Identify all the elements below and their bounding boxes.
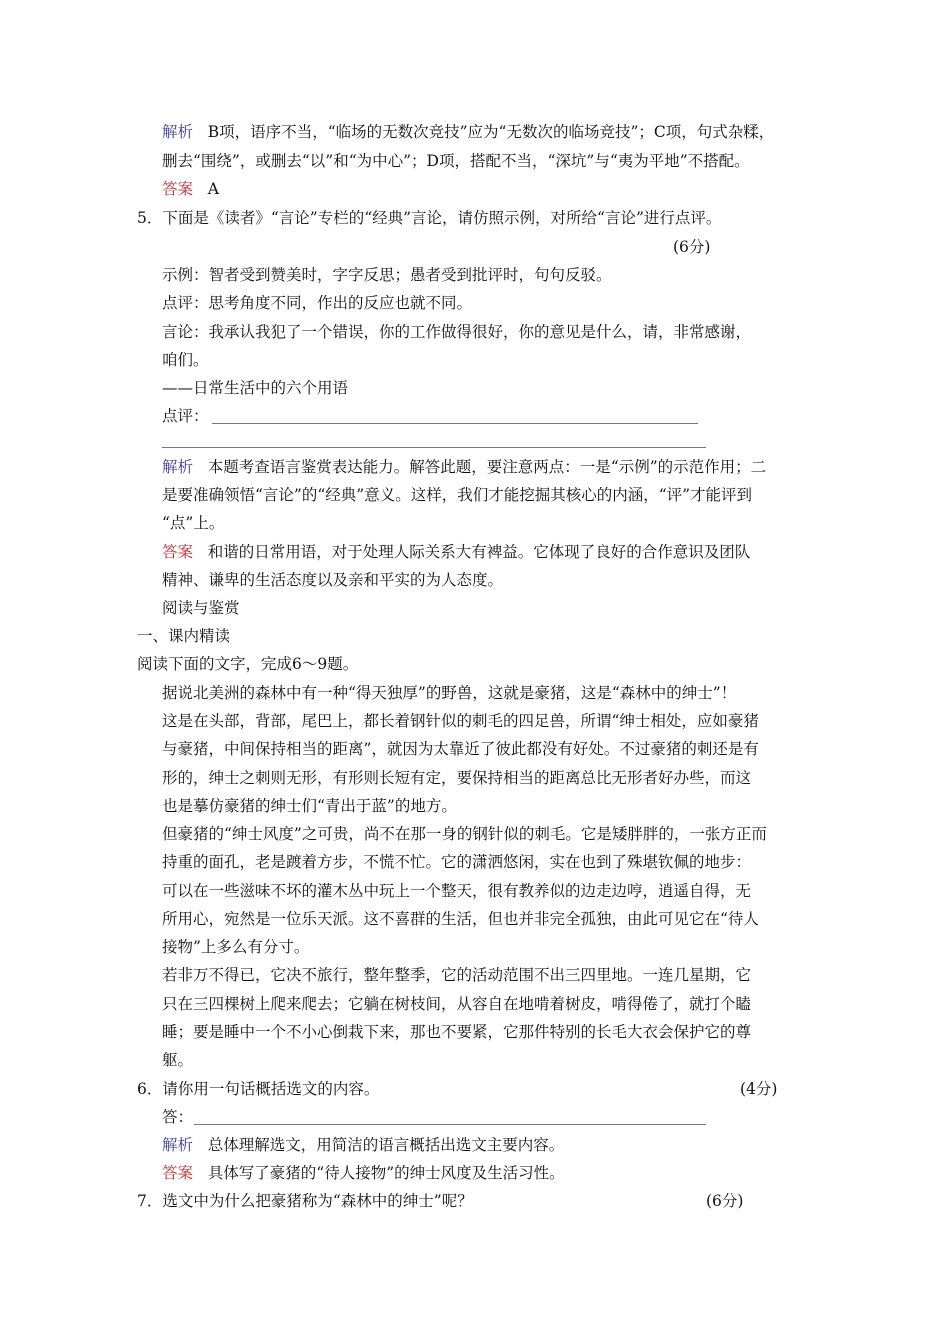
passage-p4-line-4: 躯。 <box>162 1051 194 1069</box>
analysis-label: 解析 <box>162 458 194 476</box>
passage-p3-line-4: 所用心，宛然是一位乐天派。这不喜群的生活，但也并非完全孤独，由此可见它在“待人 <box>162 910 759 928</box>
q4-answer-line <box>162 178 219 200</box>
passage-p2-line-2: 与豪猪，中间保持相当的距离”，就因为太靠近了彼此都没有好处。不过豪猪的刺还是有 <box>162 740 759 758</box>
q5-score: (6分) <box>673 238 711 256</box>
q5-comment: 点评：思考角度不同，作出的反应也就不同。 <box>162 294 473 312</box>
q5-example: 示例：智者受到赞美时，字字反思；愚者受到批评时，句句反驳。 <box>162 266 612 284</box>
q5-analysis-line-1 <box>162 456 766 478</box>
passage-p2-line-1: 这是在头部，背部，尾巴上，都长着钢针似的刺毛的四足兽，所谓“绅士相处，应如豪猪 <box>162 712 759 730</box>
q5-answer-blank-2[interactable] <box>162 447 706 448</box>
passage-p3-line-3: 可以在一些滋味不坏的灌木丛中玩上一个整天，很有教养似的边走边哼，逍遥自得，无 <box>162 882 752 900</box>
q6-analysis-text: 总体理解选文，用简洁的语言概括出选文主要内容。 <box>207 1136 565 1154</box>
q5-speech-line-2: 咱们。 <box>162 351 209 369</box>
section-subtitle: 一、课内精读 <box>137 627 231 645</box>
q5-comment-prompt: 点评： <box>162 407 209 425</box>
passage-p3-line-2: 持重的面孔，老是踱着方步，不慌不忙。它的潇洒悠闲，实在也到了殊堪钦佩的地步： <box>162 853 752 871</box>
q4-analysis-line-2: 删去“围绕”，或删去“以”和“为中心”；D项，搭配不当，“深坑”与“夷为平地”不搭配。 <box>162 152 750 170</box>
passage-p3-line-1: 但豪猪的“绅士风度”之可贵，尚不在那一身的钢针似的刺毛。它是矮胖胖的，一张方正而 <box>162 825 767 843</box>
passage-p4-line-3: 睡；要是睡中一个不小心倒栽下来，那也不要紧，它那件特别的长毛大衣会保护它的尊 <box>162 1023 752 1041</box>
section-title: 阅读与鉴赏 <box>162 599 240 617</box>
q5-source: ——日常生活中的六个用语 <box>162 379 349 397</box>
analysis-label: 解析 <box>162 123 194 141</box>
q6-answer-line <box>162 1162 565 1184</box>
q5-answer-line-2: 精神、谦卑的生活态度以及亲和平实的为人态度。 <box>162 571 504 589</box>
q5-stem: 5．下面是《读者》“言论”专栏的“经典”言论，请仿照示例，对所给“言论”进行点评。 <box>137 209 722 227</box>
passage-p2-line-4: 也是摹仿豪猪的绅士们“青出于蓝”的地方。 <box>162 797 457 815</box>
q6-score: (4分) <box>740 1080 778 1098</box>
answer-label: 答案 <box>162 543 194 561</box>
q4-answer-text: A <box>207 180 219 198</box>
q5-answer-text-1: 和谐的日常用语，对于处理人际关系大有裨益。它体现了良好的合作意识及团队 <box>207 543 751 561</box>
passage-p1: 据说北美洲的森林中有一种“得天独厚”的野兽，这就是豪猪，这是“森林中的绅士”！ <box>162 684 737 702</box>
section-instruction: 阅读下面的文字，完成6～9题。 <box>137 655 359 673</box>
passage-p2-line-3: 形的，绅士之刺则无形，有形则长短有定，要保持相当的距离总比无形者好办些，而这 <box>162 769 752 787</box>
q6-stem: 6．请你用一句话概括选文的内容。 <box>137 1080 380 1098</box>
q4-analysis-line-1 <box>162 121 774 143</box>
passage-p3-line-5: 接物”上多么有分寸。 <box>162 938 310 956</box>
q5-analysis-line-2: 是要准确领悟“言论”的“经典”意义。这样，我们才能挖掘其核心的内涵，“评”才能评到 <box>162 486 753 504</box>
q6-answer-text: 具体写了豪猪的“待人接物”的绅士风度及生活习性。 <box>207 1164 565 1182</box>
q5-answer-line-1 <box>162 541 750 563</box>
q6-analysis-line <box>162 1134 564 1156</box>
answer-label: 答案 <box>162 180 194 198</box>
q5-answer-blank-1[interactable] <box>212 423 698 424</box>
passage-p4-line-1: 若非万不得已，它决不旅行，整年整季，它的活动范围不出三四里地。一连几星期，它 <box>162 966 752 984</box>
q5-analysis-line-3: “点”上。 <box>162 514 225 532</box>
q7-score: (6分) <box>706 1192 744 1210</box>
q7-stem: 7．选文中为什么把豪猪称为“森林中的绅士”呢？ <box>137 1192 473 1210</box>
passage-p4-line-2: 只在三四棵树上爬来爬去；它躺在树枝间，从容自在地啃着树皮，啃得倦了，就打个瞌 <box>162 995 752 1013</box>
q6-answer-blank[interactable] <box>194 1124 706 1125</box>
q5-analysis-text-1: 本题考查语言鉴赏表达能力。解答此题，要注意两点：一是“示例”的示范作用；二 <box>207 458 767 476</box>
q5-speech-line-1: 言论：我承认我犯了一个错误，你的工作做得很好，你的意见是什么，请，非常感谢， <box>162 323 752 341</box>
q6-answer-prompt: 答： <box>162 1108 194 1126</box>
analysis-label: 解析 <box>162 1136 194 1154</box>
answer-label: 答案 <box>162 1164 194 1182</box>
q4-analysis-text-1: B项，语序不当，“临场的无数次竞技”应为“无数次的临场竞技”；C项，句式杂糅， <box>207 123 775 141</box>
